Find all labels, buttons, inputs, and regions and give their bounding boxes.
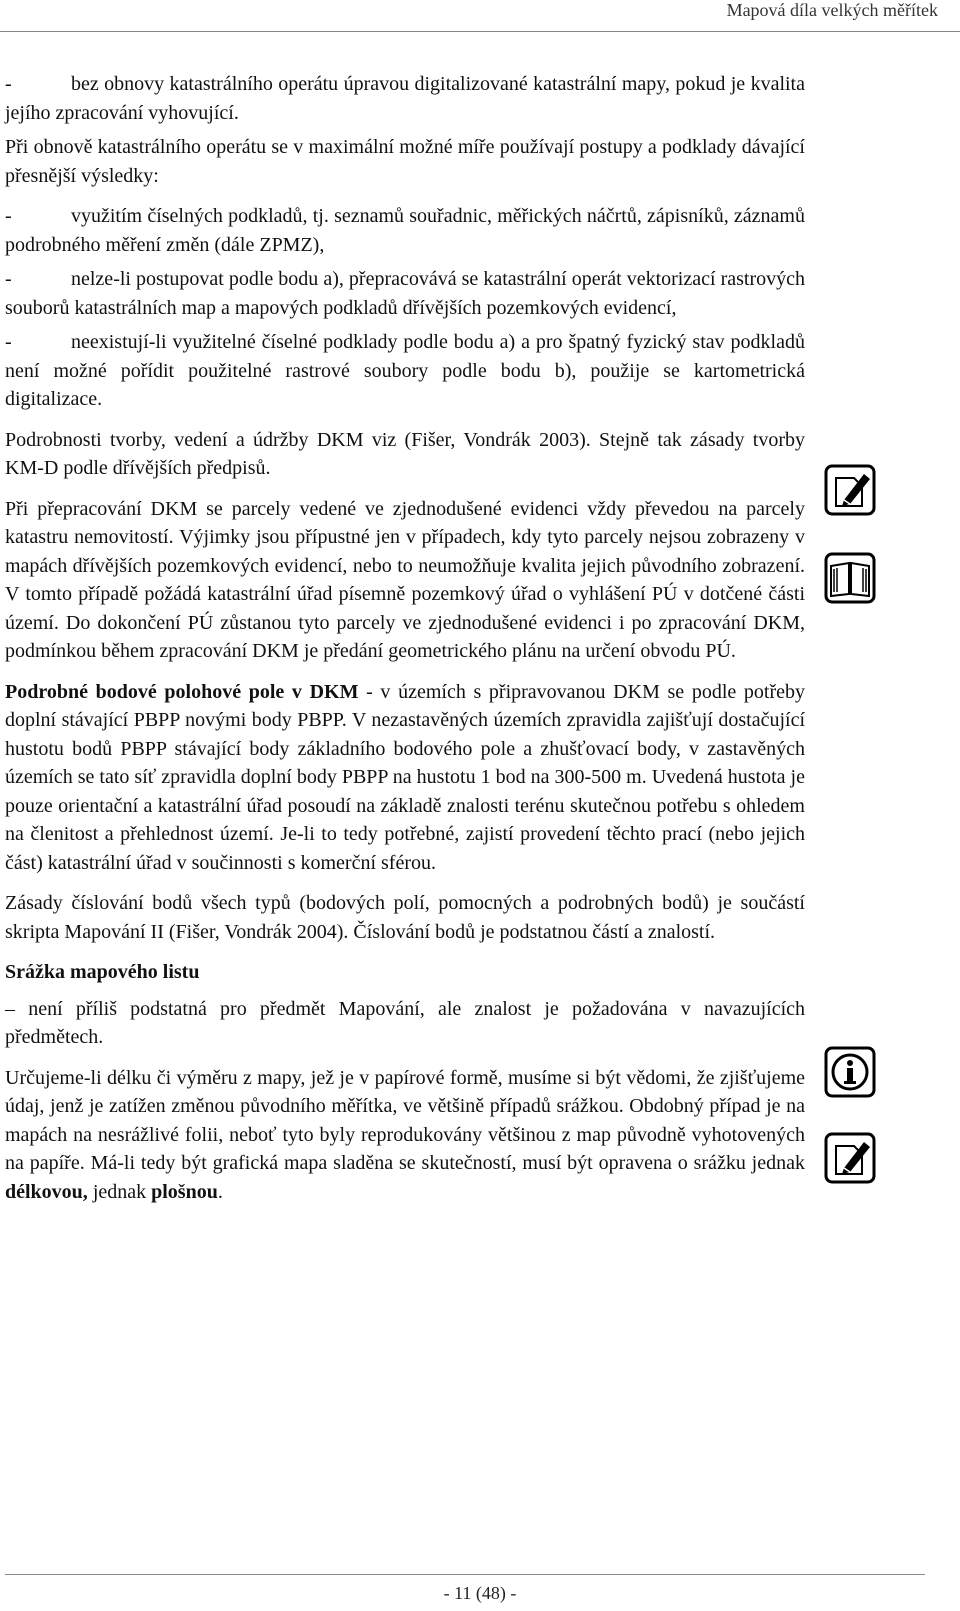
paragraph-digitization: - neexistují-li využitelné číselné podklady podle bodu a) a pro špatný fyzický stav podkladů není možné pořídit použitelné rastrové soubory podle bodu b), použije se kartometrická digitalizace. <box>5 328 805 414</box>
section-heading: Srážka mapového listu <box>5 961 200 983</box>
paragraph-no-renewal: - bez obnovy katastrálního operátu úpravou digitalizované katastrální mapy, pokud je kvalita jejího zpracování vyhovující. <box>5 70 805 127</box>
list-dash: - <box>5 73 12 95</box>
list-dash: - <box>5 205 12 227</box>
pencil-note-icon <box>822 462 878 518</box>
list-dash: - <box>5 331 12 353</box>
list-dash: - <box>5 268 12 290</box>
paragraph-point-numbering: Zásady číslování bodů všech typů (bodových polí, pomocných a podrobných bodů) je součástí skripta Mapování II (Fišer, Vondrák 2004). Číslování bodů je podstatnou částí a znalostí. <box>5 892 805 943</box>
pencil-note-icon <box>822 1130 878 1186</box>
page-body <box>5 70 805 1218</box>
paragraph-shrinkage: Určujeme-li délku či výměru z mapy, jež je v papírové formě, musíme si být vědomi, že zjišťujeme údaj, jenž je zatížen změnou původního měřítka, ve většině případů srážkou. Obdobný případ je na mapách na nesrážlivé folii, neboť tyto byly reprodukovány většinou z map původně vyhotovených na papíře. Má-li tedy být grafická mapa sladěna se skutečností, musí být opravena o srážku jednak délkovou, jednak plošnou. <box>5 1066 805 1203</box>
paragraph-dkm-details: Podrobnosti tvorby, vedení a údržby DKM viz (Fišer, Vondrák 2003). Stejně tak zásady tvorby KM-D podle dřívějších předpisů. <box>5 428 805 479</box>
paragraph-vectorization: - nelze-li postupovat podle bodu a), přepracovává se katastrální operát vektorizací rastrových souborů katastrálních map a mapových podkladů dřívějších pozemkových evidencí, <box>5 265 805 322</box>
paragraph-shrinkage-note: – není příliš podstatná pro předmět Mapování, ale znalost je požadována v navazujících předmětech. <box>5 997 805 1048</box>
paragraph-pbpp: Podrobné bodové polohové pole v DKM - v územích s připravovanou DKM se podle potřeby doplní stávající PBPP novými body PBPP. V nezastavěných územích zpravidla zajišťují dostačující hustotu bodů PBPP stávající body základního bodového pole a zhušťovací body, v zastavěných územích se tato síť zpravidla doplní body PBPP na hustotu 1 bod na 300-500 m. Uvedená hustota je pouze orientační a katastrální úřad posoudí na základě znalosti terénu skutečnou potřebu s ohledem na členitost a přehlednost území. Je-li to tedy potřebné, zajistí provedení těchto prací (nebo jejich část) katastrální úřad v součinnosti s komerční sférou. <box>5 680 805 874</box>
book-icon <box>822 550 878 606</box>
footer-divider <box>5 1574 925 1575</box>
pbpp-term: Podrobné bodové polohové pole v DKM <box>5 680 359 703</box>
running-header: Mapová díla velkých měřítek <box>726 0 938 20</box>
paragraph-dkm-parcels: Při přepracování DKM se parcely vedené ve zjednodušené evidenci vždy převedou na parcely katastru nemovitostí. Výjimky jsou přípustné jen v případech, kdy tyto parcely nejsou zobrazeny v mapách dřívějších pozemkových evidencí, nebo to neumožňuje kvalita jejich původního zobrazení. V tomto případě požádá katastrální úřad písemně pozemkový úřad o vyhlášení PÚ v dotčené části území. Do dokončení PÚ zůstanou tyto parcely ve zjednodušené evidenci i po zpracování DKM, podmínkou během zpracování DKM je předání geometrického plánu na určení obvodu PÚ. <box>5 497 805 662</box>
page-number: - 11 (48) - <box>443 1583 517 1603</box>
header-divider <box>0 31 960 32</box>
paragraph-renewal-methods: Při obnově katastrálního operátu se v maximální možné míře používají postupy a podklady dávající přesnější výsledky: <box>5 136 805 187</box>
info-icon <box>822 1044 878 1100</box>
paragraph-numeric-sources: - využitím číselných podkladů, tj. seznamů souřadnic, měřických náčrtů, zápisníků, záznamů podrobného měření změn (dále ZPMZ), <box>5 202 805 259</box>
